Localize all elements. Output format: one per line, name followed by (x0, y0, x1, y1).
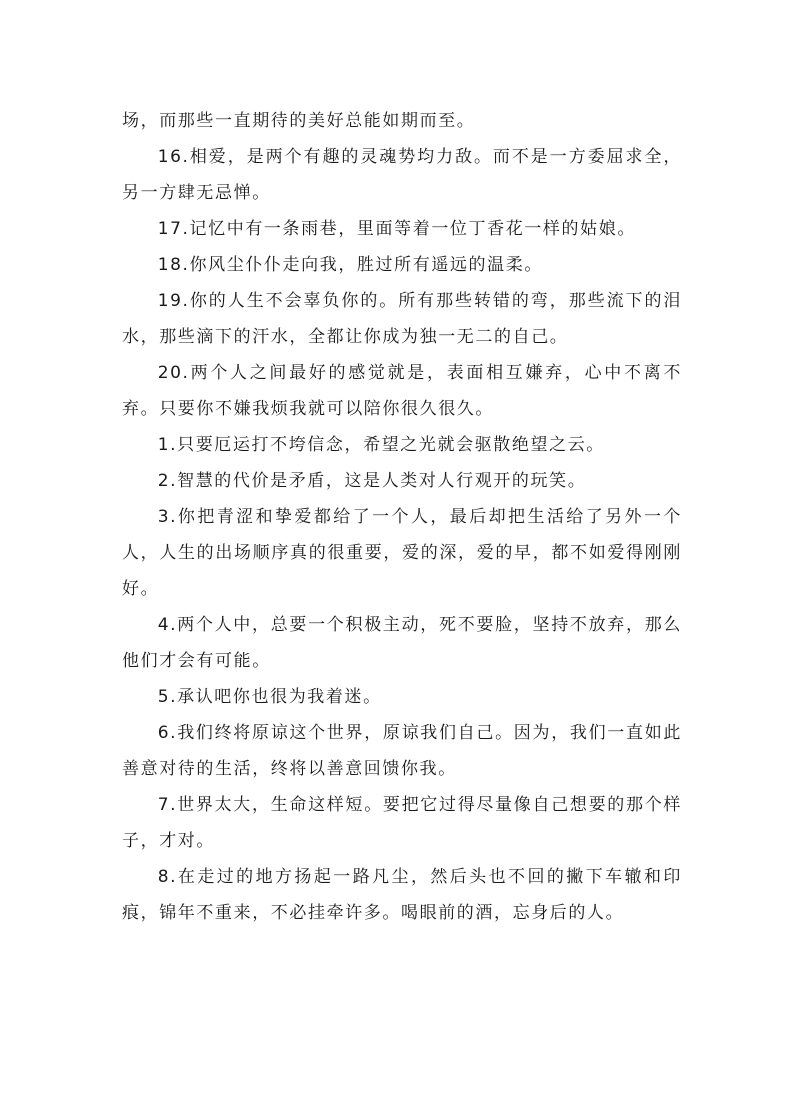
paragraph-item-7: 7.世界太大，生命这样短。要把它过得尽量像自己想要的那个样子，才对。 (122, 795, 682, 851)
paragraph-item-2: 2.智慧的代价是矛盾，这是人类对人行观开的玩笑。 (157, 471, 587, 491)
paragraph-continuation: 场，而那些一直期待的美好总能如期而至。 (122, 111, 476, 131)
paragraph-item-1: 1.只要厄运打不垮信念，希望之光就会驱散绝望之云。 (157, 435, 605, 455)
paragraph-item-19: 19.你的人生不会辜负你的。所有那些转错的弯，那些流下的泪水，那些滴下的汗水，全都让你成为独一无二的自己。 (122, 291, 682, 347)
paragraph-item-18: 18.你风尘仆仆走向我，胜过所有遥远的温柔。 (157, 255, 543, 275)
paragraph-item-17: 17.记忆中有一条雨巷，里面等着一位丁香花一样的姑娘。 (157, 219, 636, 239)
paragraph-item-8: 8.在走过的地方扬起一路凡尘，然后头也不回的撇下车辙和印痕，锦年不重来，不必挂牵许多。喝眼前的酒，忘身后的人。 (122, 867, 682, 923)
paragraph-item-4: 4.两个人中，总要一个积极主动，死不要脸，坚持不放弃，那么他们才会有可能。 (122, 615, 682, 671)
paragraph-item-20: 20.两个人之间最好的感觉就是，表面相互嫌弃，心中不离不弃。只要你不嫌我烦我就可以陪你很久很久。 (122, 363, 682, 419)
paragraph-item-16: 16.相爱，是两个有趣的灵魂势均力敌。而不是一方委屈求全，另一方肆无忌惮。 (122, 147, 682, 203)
document-body (122, 103, 682, 931)
paragraph-item-5: 5.承认吧你也很为我着迷。 (157, 687, 382, 707)
paragraph-item-6: 6.我们终将原谅这个世界，原谅我们自己。因为，我们一直如此善意对待的生活，终将以善意回馈你我。 (122, 723, 682, 779)
paragraph-item-3: 3.你把青涩和挚爱都给了一个人，最后却把生活给了另外一个人，人生的出场顺序真的很重要，爱的深，爱的早，都不如爱得刚刚好。 (122, 507, 682, 599)
